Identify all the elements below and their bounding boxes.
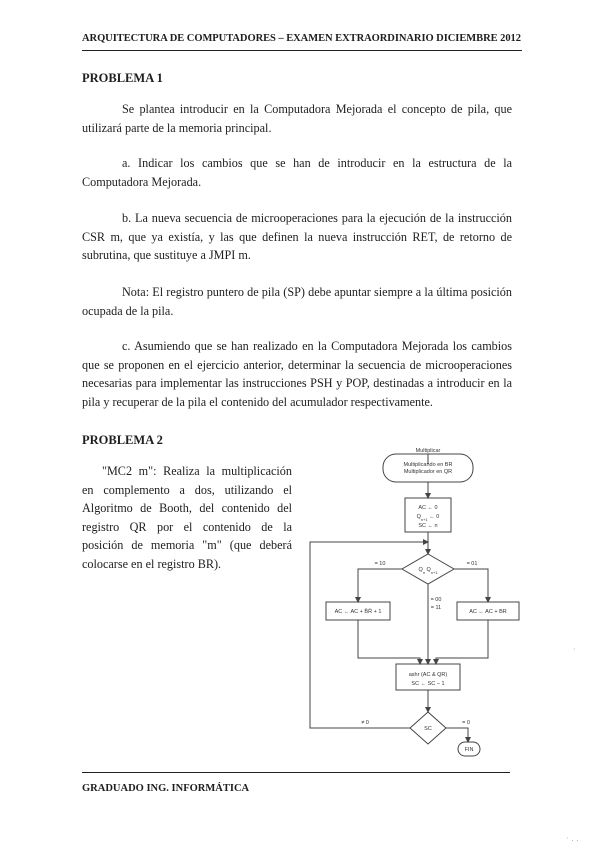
add-box-label: AC ← AC + BR xyxy=(469,609,507,615)
flow-top-label: Multiplicar xyxy=(415,448,441,454)
footer-rule xyxy=(82,772,510,773)
page-footer: GRADUADO ING. INFORMÁTICA xyxy=(82,783,250,794)
end-label: FIN xyxy=(464,747,474,753)
subtract-box-label: AC ← AC + B̄R̄ + 1 xyxy=(334,609,382,615)
problem2-text: "MC2 m": Realiza la multiplicación en complemento a dos, utilizando el Algoritmo de Booth, del contenido del registro QR por el contenido de la posición de memoria "m" (que deberá colocarse en el registro BR). xyxy=(82,464,292,571)
header-rule xyxy=(82,50,522,51)
flow-line xyxy=(454,569,488,602)
problem1-note: Nota: El registro puntero de pila (SP) debe apuntar siempre a la última posición ocupada de la pila. xyxy=(82,285,512,318)
loop-ne-label: ≠ 0 xyxy=(361,720,369,726)
shift-line2: SC ← SC − 1 xyxy=(411,681,445,687)
problem1-intro: Se plantea introducir en la Computadora Mejorada el concepto de pila, que utilizará parte de la memoria principal. xyxy=(82,102,512,135)
init-line3: SC ← n xyxy=(418,523,438,529)
start-line1: Multiplicando en BR xyxy=(403,462,453,468)
init-line1: AC ← 0 xyxy=(418,505,438,511)
problem2-heading: PROBLEMA 2 xyxy=(82,433,163,447)
shift-line1: ashr (AC & QR) xyxy=(408,672,448,678)
branch-left-label: = 10 xyxy=(374,561,386,567)
scan-speck: · xyxy=(573,645,576,654)
loop-back-line xyxy=(310,542,428,728)
problem1-heading: PROBLEMA 1 xyxy=(82,71,163,85)
branch-mid-label-1: = 00 xyxy=(430,597,442,603)
problem1-part-a: a. Indicar los cambios que se han de introducir en la estructura de la Computadora Mejorada. xyxy=(82,156,512,189)
problem1-part-c: c. Asumiendo que se han realizado en la Computadora Mejorada los cambios que se proponen en el ejercicio anterior, determinar la secuencia de microoperaciones necesarias para implementar las instrucciones PSH y POP, destinadas a introducir en la pila y recuperar de la pila el contenido del acumulador respectivamente. xyxy=(82,339,512,409)
flow-line xyxy=(358,620,420,664)
branch-right-label: = 01 xyxy=(466,561,478,567)
flow-line xyxy=(446,728,468,742)
flow-line xyxy=(436,620,488,664)
flow-line xyxy=(358,569,402,602)
scan-speck: · . . xyxy=(566,834,579,843)
page-header: ARQUITECTURA DE COMPUTADORES – EXAMEN EXTRAORDINARIO DICIEMBRE 2012 xyxy=(82,33,521,44)
init-line2: $Q_{n+1}$ ← 0 xyxy=(416,514,440,522)
loop-eq-label: = 0 xyxy=(462,720,470,726)
problem1-part-b: b. La nueva secuencia de microoperaciones para la ejecución de la instrucción CSR m, que ya existía, y las que definen la nueva instrucción RET, de retorno de subrutina, que sustituye a JMPI m. xyxy=(82,211,512,262)
start-line2: Multiplicador en QR xyxy=(403,469,453,475)
decision-label: $Q_n$ $Q_{n+1}$ xyxy=(418,567,438,575)
booth-flowchart xyxy=(290,448,520,770)
branch-mid-label-2: = 11 xyxy=(430,605,442,611)
loop-decision-label: SC xyxy=(424,726,432,732)
